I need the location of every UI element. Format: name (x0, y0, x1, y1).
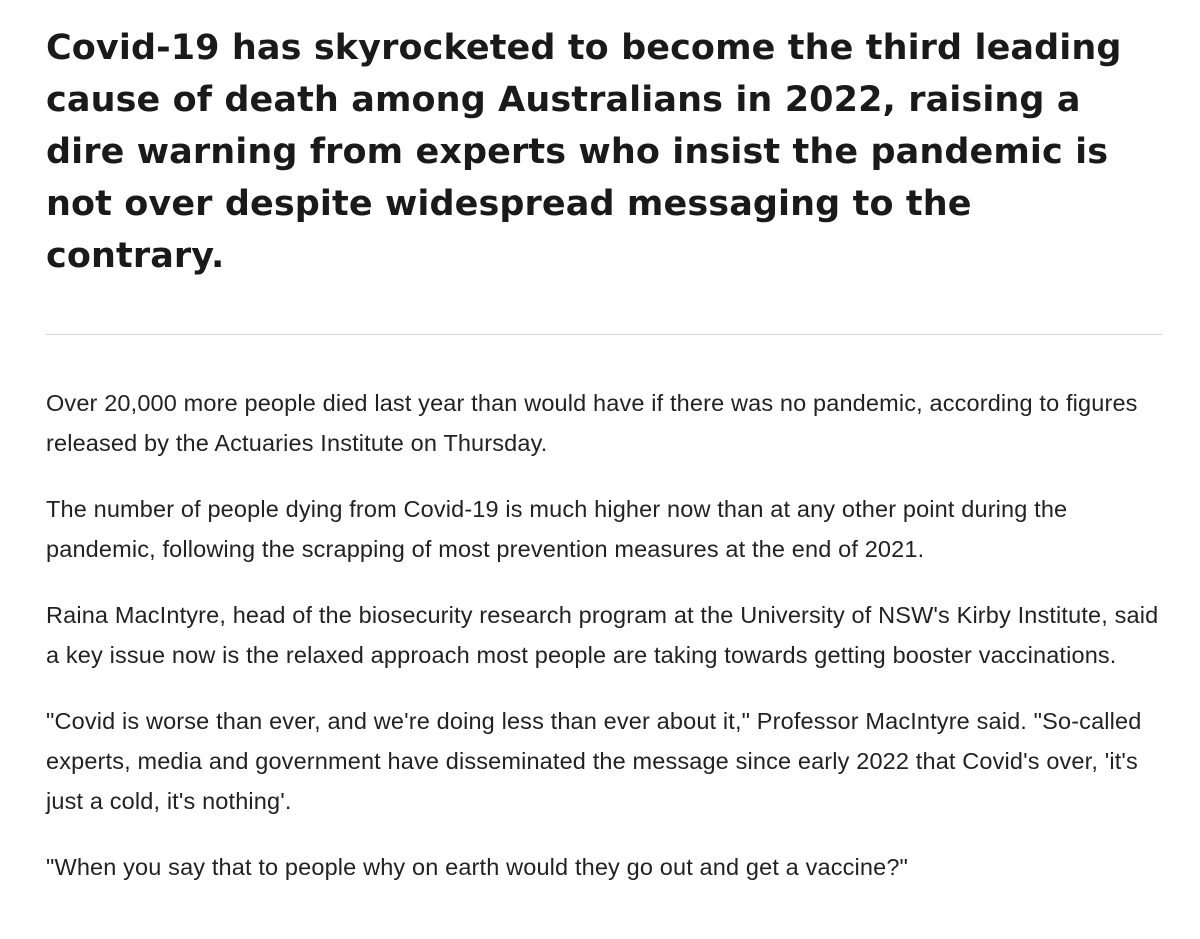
article-paragraph: Over 20,000 more people died last year than would have if there was no pandemic, according to figures released by the Actuaries Institute on Thursday. (46, 390, 1138, 456)
section-divider (46, 334, 1162, 335)
article-paragraph: Raina MacIntyre, head of the biosecurity research program at the University of NSW's Kirby Institute, said a key issue now is the relaxed approach most people are taking towards getting booster vaccinations. (46, 602, 1159, 668)
article-paragraph: The number of people dying from Covid-19 is much higher now than at any other point during the pandemic, following the scrapping of most prevention measures at the end of 2021. (46, 496, 1068, 562)
article-standfirst: Covid-19 has skyrocketed to become the third leading cause of death among Australians in 2022, raising a dire warning from experts who insist the pandemic is not over despite widespread messaging to the contrary. (46, 28, 1122, 276)
news-article (46, 22, 1162, 913)
article-body (46, 383, 1162, 887)
article-paragraph: "When you say that to people why on earth would they go out and get a vaccine?" (46, 854, 909, 880)
article-paragraph: "Covid is worse than ever, and we're doing less than ever about it," Professor MacIntyre said. "So-called experts, media and government have disseminated the message since early 2022 that Covid's over, 'it's just a cold, it's nothing'. (46, 708, 1142, 814)
